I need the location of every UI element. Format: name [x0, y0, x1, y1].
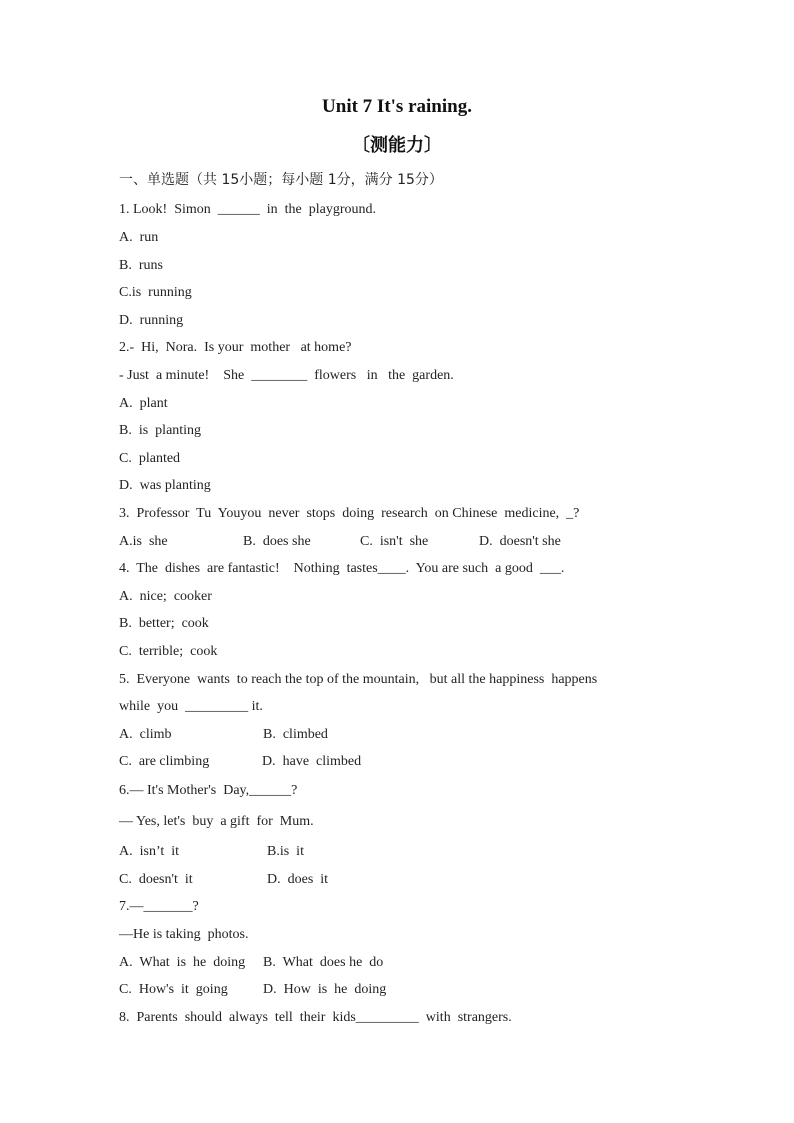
question-7-option-c[interactable]: C. How's it going — [119, 982, 228, 997]
question-7-option-d[interactable]: D. How is he doing — [263, 982, 387, 997]
question-1-stem: 1. Look! Simon ______ in the playground. — [119, 202, 377, 217]
question-3-option-c[interactable]: C. isn't she — [360, 534, 429, 549]
question-5-stem-continued: while you _________ it. — [119, 699, 263, 714]
question-5-option-d[interactable]: D. have climbed — [262, 754, 362, 769]
question-7-stem: 7.—_______? — [119, 899, 199, 914]
question-2-option-b[interactable]: B. is planting — [119, 423, 202, 438]
question-6-option-c[interactable]: C. doesn't it — [119, 872, 193, 887]
question-5-option-b[interactable]: B. climbed — [263, 727, 328, 742]
question-4-option-a[interactable]: A. nice; cooker — [119, 589, 212, 604]
page-subtitle: 〔测能力〕 — [352, 135, 442, 156]
question-7-stem-reply: —He is taking photos. — [119, 927, 249, 942]
question-2-option-c[interactable]: C. planted — [119, 451, 181, 466]
question-1-option-d[interactable]: D. running — [119, 313, 184, 328]
question-1-option-c[interactable]: C.is running — [119, 285, 192, 300]
question-6-option-d[interactable]: D. does it — [267, 872, 329, 887]
question-2-stem-reply: - Just a minute! She ________ flowers in the garden. — [119, 368, 454, 383]
question-4-option-b[interactable]: B. better; cook — [119, 616, 209, 631]
page-title: Unit 7 It's raining. — [322, 96, 472, 117]
question-4-option-c[interactable]: C. terrible; cook — [119, 644, 218, 659]
question-5-stem: 5. Everyone wants to reach the top of the mountain, but all the happiness happens — [119, 672, 598, 687]
question-6-stem-reply: — Yes, let's buy a gift for Mum. — [119, 814, 314, 829]
question-1-option-a[interactable]: A. run — [119, 230, 159, 245]
question-3-option-d[interactable]: D. doesn't she — [479, 534, 561, 549]
question-5-option-c[interactable]: C. are climbing — [119, 754, 210, 769]
question-7-option-a[interactable]: A. What is he doing — [119, 955, 246, 970]
question-7-option-b[interactable]: B. What does he do — [263, 955, 384, 970]
question-6-option-a[interactable]: A. isn’t it — [119, 844, 180, 859]
question-3-option-a[interactable]: A.is she — [119, 534, 168, 549]
question-2-option-d[interactable]: D. was planting — [119, 478, 211, 493]
question-6-option-b[interactable]: B.is it — [267, 844, 304, 859]
question-1-option-b[interactable]: B. runs — [119, 258, 163, 273]
section-heading: 一、单选题（共 15小题；每小题 1分，满分 15分） — [119, 172, 443, 188]
question-2-option-a[interactable]: A. plant — [119, 396, 168, 411]
question-3-stem: 3. Professor Tu Youyou never stops doing research on Chinese medicine, _? — [119, 506, 580, 521]
question-5-option-a[interactable]: A. climb — [119, 727, 172, 742]
question-8-stem: 8. Parents should always tell their kids_________ with strangers. — [119, 1010, 512, 1025]
question-3-option-b[interactable]: B. does she — [243, 534, 311, 549]
question-2-stem: 2.- Hi, Nora. Is your mother at home? — [119, 340, 352, 355]
question-4-stem: 4. The dishes are fantastic! Nothing tastes____. You are such a good ___. — [119, 561, 565, 576]
question-6-stem: 6.— It's Mother's Day,______? — [119, 783, 298, 798]
